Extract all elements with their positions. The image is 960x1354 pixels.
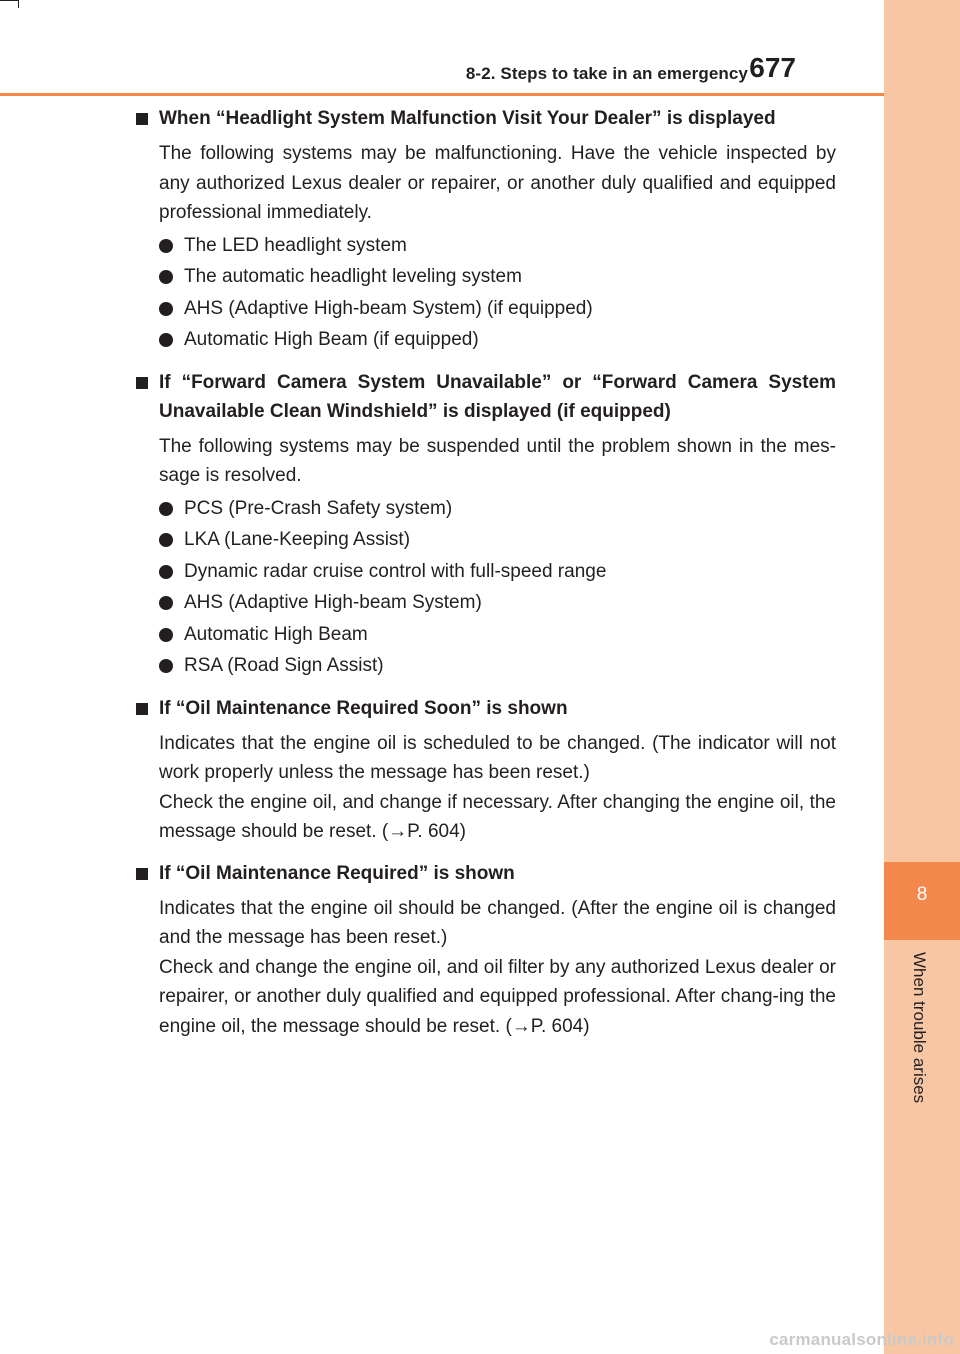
round-bullet-icon: [159, 659, 173, 673]
page-header: [0, 0, 884, 100]
list-item: AHS (Adaptive High-beam System): [159, 587, 836, 619]
section-heading: [136, 104, 836, 133]
list-item: Automatic High Beam (if equipped): [159, 324, 836, 356]
list-item: RSA (Road Sign Assist): [159, 650, 836, 682]
paragraph: Check the engine oil, and change if necessary. After changing the engine oil, the message should be reset. (→P. 604): [159, 791, 836, 842]
section-oil-required-soon: [136, 694, 836, 847]
list-item: Automatic High Beam: [159, 619, 836, 651]
section-heading: [136, 859, 836, 888]
round-bullet-icon: [159, 270, 173, 284]
paragraph: Check and change the engine oil, and oil filter by any authorized Lexus dealer or repairer, or another duly qualified and equipped professional. After chang-ing the engine oil, the message should be reset. (→P. 604): [159, 956, 836, 1037]
round-bullet-icon: [159, 533, 173, 547]
page-number: 677: [749, 52, 796, 83]
list-item: Dynamic radar cruise control with full-speed range: [159, 556, 836, 588]
round-bullet-icon: [159, 239, 173, 253]
square-bullet-icon: [136, 377, 148, 389]
section-heading: [136, 694, 836, 723]
section-heading-text: If “Forward Camera System Unavailable” or “Forward Camera System Unavailable Clean Windshield” is displayed (if equipped): [159, 371, 836, 422]
round-bullet-icon: [159, 565, 173, 579]
list-item: The automatic headlight leveling system: [159, 261, 836, 293]
section-headlight-malfunction: [136, 104, 836, 356]
page-content: [136, 104, 836, 1053]
chapter-tab[interactable]: [884, 862, 960, 940]
section-forward-camera: [136, 368, 836, 682]
section-heading-text: If “Oil Maintenance Required” is shown: [159, 862, 515, 884]
chapter-title: When trouble arises: [910, 952, 929, 1104]
square-bullet-icon: [136, 868, 148, 880]
section-heading-text: If “Oil Maintenance Required Soon” is shown: [159, 697, 568, 719]
list-item: The LED headlight system: [159, 230, 836, 262]
round-bullet-icon: [159, 502, 173, 516]
section-heading-text: When “Headlight System Malfunction Visit Your Dealer” is displayed: [159, 108, 776, 129]
bullet-list: [159, 493, 836, 682]
section-title: 8-2. Steps to take in an emergency: [465, 64, 748, 83]
round-bullet-icon: [159, 302, 173, 316]
watermark: carmanualsonline.info: [769, 1330, 954, 1349]
side-strip: [884, 0, 960, 1354]
header-rule: [0, 93, 884, 96]
list-item: AHS (Adaptive High-beam System) (if equipped): [159, 293, 836, 325]
section-oil-required: [136, 859, 836, 1042]
bullet-list: [159, 230, 836, 356]
round-bullet-icon: [159, 596, 173, 610]
square-bullet-icon: [136, 113, 148, 125]
paragraph: Indicates that the engine oil is scheduled to be changed. (The indicator will not work properly unless the message has been reset.): [159, 732, 836, 783]
paragraph: The following systems may be suspended until the problem shown in the mes-sage is resolved.: [159, 435, 836, 486]
round-bullet-icon: [159, 628, 173, 642]
round-bullet-icon: [159, 333, 173, 347]
chapter-number: 8: [916, 884, 928, 905]
list-item: PCS (Pre-Crash Safety system): [159, 493, 836, 525]
paragraph: Indicates that the engine oil should be changed. (After the engine oil is changed and the message has been reset.): [159, 897, 836, 948]
list-item: LKA (Lane-Keeping Assist): [159, 524, 836, 556]
paragraph: The following systems may be malfunctioning. Have the vehicle inspected by any authorized Lexus dealer or repairer, or another duly qualified and equipped professional immediately.: [159, 143, 836, 223]
section-heading: [136, 368, 836, 426]
square-bullet-icon: [136, 703, 148, 715]
